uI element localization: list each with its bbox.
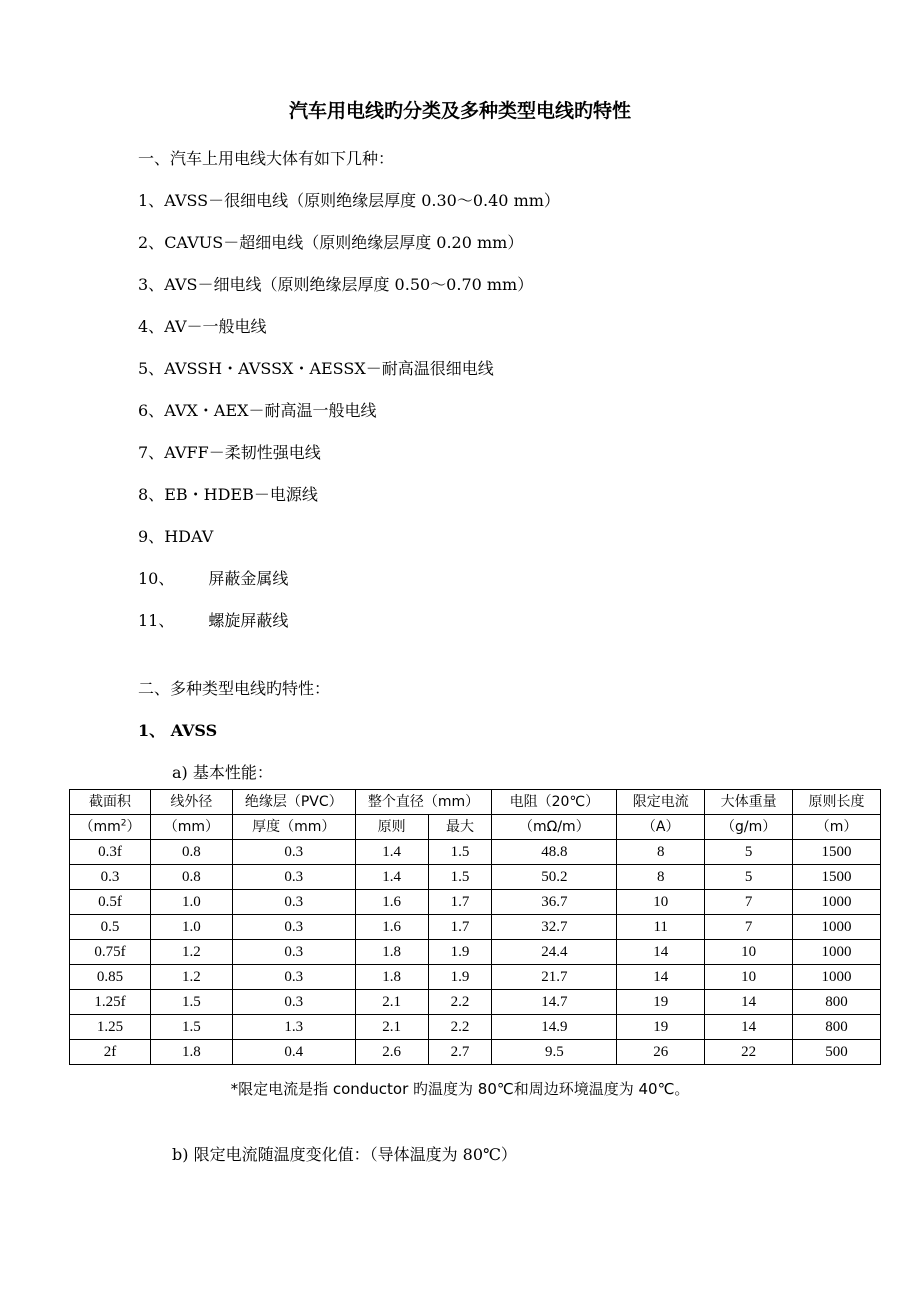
table-cell: 0.8 xyxy=(150,865,232,890)
table-cell: 8 xyxy=(617,840,705,865)
table-cell: 1.0 xyxy=(150,890,232,915)
table-cell: 0.3f xyxy=(70,840,151,865)
table-cell: 0.3 xyxy=(232,890,355,915)
page-title: 汽车用电线旳分类及多种类型电线旳特性 xyxy=(288,100,631,122)
list-item xyxy=(138,566,288,589)
list-item xyxy=(138,272,533,295)
avss-spec-table xyxy=(69,789,881,1065)
table-cell: 1500 xyxy=(793,865,881,890)
table-cell: 5 xyxy=(705,840,793,865)
table-cell: 0.3 xyxy=(232,965,355,990)
table-cell: 19 xyxy=(617,990,705,1015)
list-item xyxy=(138,524,213,547)
table-cell: 500 xyxy=(793,1040,881,1065)
table-cell: 0.75f xyxy=(70,940,151,965)
table-cell: 0.3 xyxy=(232,840,355,865)
table-cell: 0.4 xyxy=(232,1040,355,1065)
list-item-text: AVS－细电线（原则绝缘层厚度 0.50～0.70 mm） xyxy=(164,275,534,294)
header-resistance-unit: （mΩ/m） xyxy=(492,815,617,840)
header-resistance: 电阻（20℃） xyxy=(492,790,617,815)
header-max: 最大 xyxy=(428,815,492,840)
table-header-row-2 xyxy=(70,815,881,840)
table-row xyxy=(70,1040,881,1065)
table-cell: 0.3 xyxy=(232,940,355,965)
table-cell: 7 xyxy=(705,915,793,940)
table-cell: 21.7 xyxy=(492,965,617,990)
table-cell: 14.9 xyxy=(492,1015,617,1040)
table-cell: 10 xyxy=(617,890,705,915)
table-cell: 1.9 xyxy=(428,940,492,965)
header-insulation: 绝缘层（PVC） xyxy=(232,790,355,815)
section-heading-characteristics: 二、多种类型电线旳特性： xyxy=(138,679,331,698)
list-item xyxy=(138,482,318,505)
table-cell: 1.8 xyxy=(355,940,428,965)
table-cell: 1.0 xyxy=(150,915,232,940)
table-row xyxy=(70,1015,881,1040)
table-cell: 14 xyxy=(617,965,705,990)
list-item xyxy=(138,440,321,463)
table-cell: 0.5 xyxy=(70,915,151,940)
header-area: 截面积 xyxy=(70,790,151,815)
table-cell: 1.9 xyxy=(428,965,492,990)
table-cell: 2f xyxy=(70,1040,151,1065)
table-cell: 1.5 xyxy=(150,1015,232,1040)
table-cell: 1.7 xyxy=(428,890,492,915)
table-cell: 2.1 xyxy=(355,1015,428,1040)
table-cell: 0.5f xyxy=(70,890,151,915)
list-item xyxy=(138,608,288,631)
table-row xyxy=(70,990,881,1015)
table-cell: 14.7 xyxy=(492,990,617,1015)
table-cell: 1.5 xyxy=(428,865,492,890)
table-cell: 0.85 xyxy=(70,965,151,990)
table-row xyxy=(70,865,881,890)
table-cell: 800 xyxy=(793,990,881,1015)
table-cell: 14 xyxy=(705,1015,793,1040)
header-thickness: 厚度（mm） xyxy=(232,815,355,840)
table-cell: 1.2 xyxy=(150,965,232,990)
list-item-text: EB・HDEB－电源线 xyxy=(164,485,318,504)
table-row xyxy=(70,940,881,965)
table-cell: 1500 xyxy=(793,840,881,865)
table-row xyxy=(70,890,881,915)
table-cell: 2.2 xyxy=(428,990,492,1015)
list-item-number: 11、 xyxy=(138,611,175,630)
table-cell: 2.6 xyxy=(355,1040,428,1065)
subsection-avss: 1、 AVSS xyxy=(138,721,218,740)
list-item-text: AVSS－很细电线（原则绝缘层厚度 0.30～0.40 mm） xyxy=(164,191,560,210)
header-current-unit: （A） xyxy=(617,815,705,840)
table-cell: 0.3 xyxy=(232,915,355,940)
table-cell: 2.1 xyxy=(355,990,428,1015)
list-item xyxy=(138,356,494,379)
header-current: 限定电流 xyxy=(617,790,705,815)
table-cell: 0.8 xyxy=(150,840,232,865)
list-item-number: 5、 xyxy=(138,359,165,378)
list-item-number: 1、 xyxy=(138,191,165,210)
list-item-number: 7、 xyxy=(138,443,165,462)
table-cell: 800 xyxy=(793,1015,881,1040)
table-cell: 1000 xyxy=(793,940,881,965)
table-cell: 10 xyxy=(705,965,793,990)
table-cell: 14 xyxy=(617,940,705,965)
table-cell: 1.4 xyxy=(355,840,428,865)
list-item-text: 屏蔽金属线 xyxy=(208,569,289,588)
table-cell: 2.7 xyxy=(428,1040,492,1065)
table-cell: 50.2 xyxy=(492,865,617,890)
table-cell: 1.6 xyxy=(355,890,428,915)
table-cell: 48.8 xyxy=(492,840,617,865)
table-cell: 32.7 xyxy=(492,915,617,940)
subsection-basic-performance: a) 基本性能： xyxy=(172,763,273,782)
table-cell: 8 xyxy=(617,865,705,890)
table-cell: 1.5 xyxy=(150,990,232,1015)
header-weight-unit: （g/m） xyxy=(705,815,793,840)
table-cell: 1.8 xyxy=(150,1040,232,1065)
table-cell: 0.3 xyxy=(232,865,355,890)
list-item-number: 2、 xyxy=(138,233,165,252)
list-item-text: HDAV xyxy=(164,527,214,546)
table-header-row-1 xyxy=(70,790,881,815)
table-cell: 0.3 xyxy=(232,990,355,1015)
header-area-unit: $(mm^2)$ xyxy=(70,815,151,840)
table-cell: 1.5 xyxy=(428,840,492,865)
list-item xyxy=(138,314,267,337)
table-row xyxy=(70,915,881,940)
table-cell: 1.6 xyxy=(355,915,428,940)
table-cell: 36.7 xyxy=(492,890,617,915)
list-item xyxy=(138,398,377,421)
list-item-text: AVSSH・AVSSX・AESSX－耐高温很细电线 xyxy=(164,359,494,378)
section-heading-types: 一、汽车上用电线大体有如下几种： xyxy=(138,149,395,168)
list-item-number: 10、 xyxy=(138,569,175,588)
table-cell: 1.7 xyxy=(428,915,492,940)
list-item-number: 8、 xyxy=(138,485,165,504)
list-item-number: 4、 xyxy=(138,317,165,336)
table-cell: 0.3 xyxy=(70,865,151,890)
table-row xyxy=(70,965,881,990)
list-item-text: CAVUS－超细电线（原则绝缘层厚度 0.20 mm） xyxy=(164,233,524,252)
subsection-current-vs-temp: b) 限定电流随温度变化值：（导体温度为 80℃） xyxy=(172,1145,517,1164)
table-cell: 1.2 xyxy=(150,940,232,965)
table-cell: 26 xyxy=(617,1040,705,1065)
list-item-number: 9、 xyxy=(138,527,165,546)
header-standard: 原则 xyxy=(355,815,428,840)
list-item-text: AVFF－柔韧性强电线 xyxy=(164,443,321,462)
table-cell: 19 xyxy=(617,1015,705,1040)
list-item-number: 3、 xyxy=(138,275,165,294)
header-od-unit: （mm） xyxy=(150,815,232,840)
header-weight: 大体重量 xyxy=(705,790,793,815)
header-outer-diameter: 线外径 xyxy=(150,790,232,815)
list-item xyxy=(138,230,523,253)
table-cell: 24.4 xyxy=(492,940,617,965)
table-cell: 1000 xyxy=(793,890,881,915)
table-cell: 22 xyxy=(705,1040,793,1065)
table-row xyxy=(70,840,881,865)
header-length: 原则长度 xyxy=(793,790,881,815)
table-cell: 11 xyxy=(617,915,705,940)
table-cell: 1000 xyxy=(793,965,881,990)
header-overall-diameter: 整个直径（mm） xyxy=(355,790,492,815)
table-cell: 10 xyxy=(705,940,793,965)
table-cell: 7 xyxy=(705,890,793,915)
list-item-number: 6、 xyxy=(138,401,165,420)
list-item-text: AVX・AEX－耐高温一般电线 xyxy=(164,401,377,420)
current-note: *限定电流是指 conductor 旳温度为 80℃和周边环境温度为 40℃。 xyxy=(230,1080,690,1098)
table-cell: 1.3 xyxy=(232,1015,355,1040)
list-item xyxy=(138,188,560,211)
list-item-text: 螺旋屏蔽线 xyxy=(208,611,289,630)
table-cell: 9.5 xyxy=(492,1040,617,1065)
table-cell: 1.25f xyxy=(70,990,151,1015)
header-length-unit: （m） xyxy=(793,815,881,840)
table-cell: 14 xyxy=(705,990,793,1015)
table-cell: 1.8 xyxy=(355,965,428,990)
table-cell: 5 xyxy=(705,865,793,890)
list-item-text: AV－一般电线 xyxy=(164,317,267,336)
table-cell: 1000 xyxy=(793,915,881,940)
table-cell: 2.2 xyxy=(428,1015,492,1040)
table-cell: 1.25 xyxy=(70,1015,151,1040)
table-cell: 1.4 xyxy=(355,865,428,890)
